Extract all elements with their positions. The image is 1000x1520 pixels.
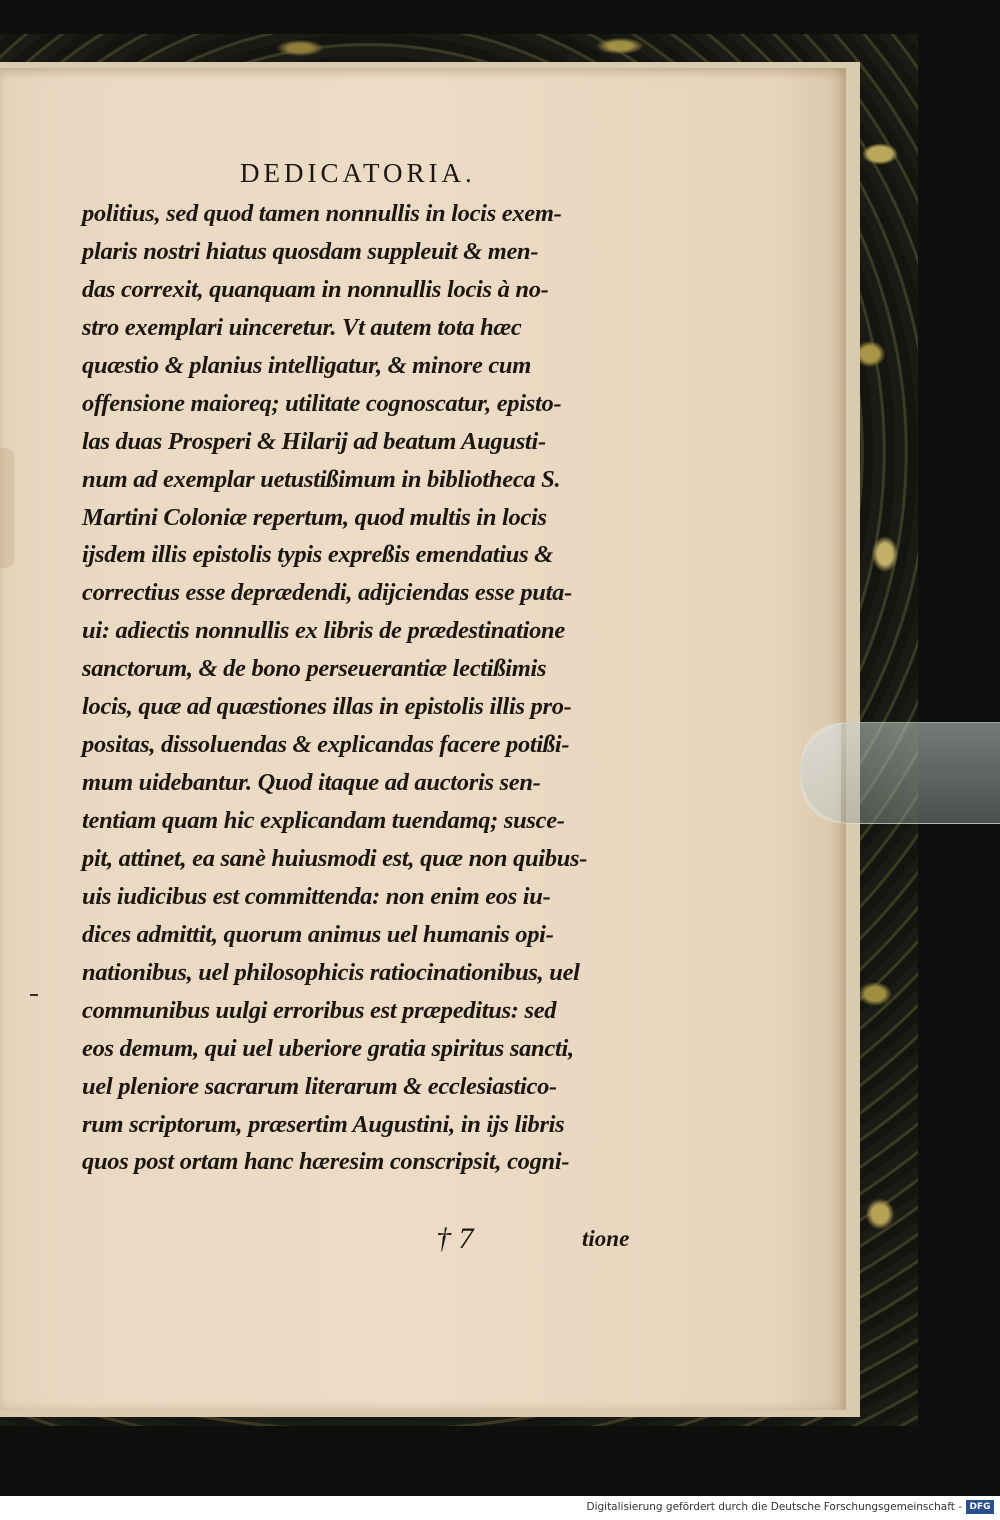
text-line: tentiam quam hic explicandam tuendamq; susce- — [82, 807, 565, 834]
text-line: quos post ortam hanc hæresim conscripsit, cogni- — [82, 1148, 570, 1176]
text-line: ui: adiectis nonnullis ex libris de prædestinatione — [82, 617, 565, 645]
text-line: Martini Coloniæ repertum, quod multis in locis — [82, 503, 547, 531]
text-line: eos demum, qui uel uberiore gratia spiritus sancti, — [82, 1034, 574, 1062]
text-line: correctius esse deprædendi, adijciendas esse puta- — [82, 579, 572, 607]
text-line: plaris nostri hiatus quosdam suppleuit & men- — [82, 237, 539, 265]
text-line: las duas Prosperi & Hilarij ad beatum Augusti- — [82, 427, 546, 455]
text-line: stro exemplari uinceretur. Vt autem tota hæc — [82, 313, 522, 341]
text-line: positas, dissoluendas & explicandas facere potißi- — [82, 731, 570, 759]
footer-bar — [0, 1496, 1000, 1520]
text-line: mum uidebantur. Quod itaque ad auctoris sen- — [82, 769, 541, 797]
catchword: tione — [582, 1226, 630, 1251]
text-line: sanctorum, & de bono perseuerantiæ lectißimis — [82, 655, 547, 683]
text-line: politius, sed quod tamen nonnullis in locis exem- — [82, 200, 562, 227]
text-line: ijsdem illis epistolis typis expreßis emendatius & — [82, 541, 553, 569]
text-line: rum scriptorum, præsertim Augustini, in ijs libris — [82, 1110, 565, 1138]
text-line: num ad exemplar uetustißimum in bibliotheca S. — [82, 465, 561, 493]
text-line: dices admittit, quorum animus uel humanis opi- — [82, 920, 554, 948]
text-line: offensione maioreq; utilitate cognoscatur, episto- — [82, 389, 562, 417]
funding-notice: Digitalisierung gefördert durch die Deutsche Forschungsgemeinschaft - — [586, 1501, 962, 1513]
running-head: DEDICATORIA. — [240, 158, 476, 188]
text-line: uel pleniore sacrarum literarum & ecclesiastico- — [82, 1072, 557, 1100]
text-line: nationibus, uel philosophicis ratiocinationibus, uel — [82, 958, 580, 986]
text-line: communibus uulgi erroribus est præpeditus: sed — [82, 996, 557, 1024]
margin-mark — [30, 994, 38, 996]
page-body — [82, 195, 652, 1181]
signature-mark: † 7 — [436, 1222, 474, 1255]
text-line: quæstio & planius intelligatur, & minore cum — [82, 351, 532, 379]
dfg-logo-icon: DFG — [966, 1500, 994, 1514]
text-line: locis, quæ ad quæstiones illas in epistolis illis pro- — [82, 693, 572, 721]
text-line: uis iudicibus est committenda: non enim eos iu- — [82, 882, 551, 910]
text-line: das correxit, quanquam in nonnullis locis à no- — [82, 275, 549, 303]
text-line: pit, attinet, ea sanè huiusmodi est, quæ non quibus- — [82, 844, 588, 872]
page-marker-tab — [800, 722, 1000, 824]
